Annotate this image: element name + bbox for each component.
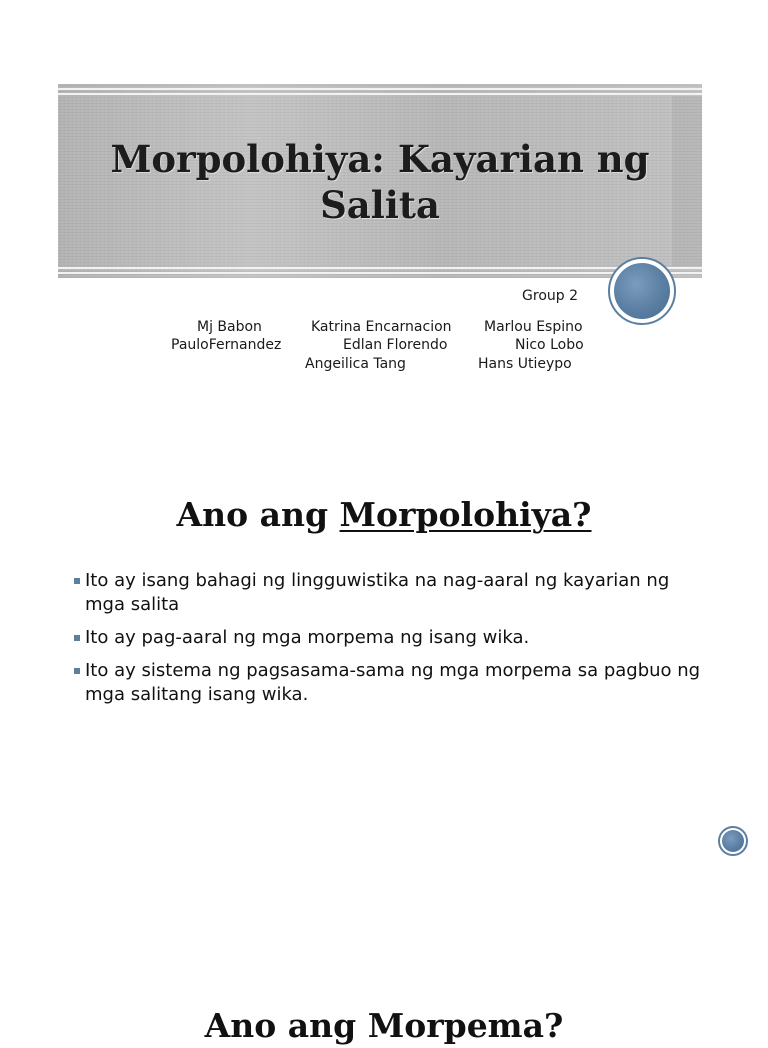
member-name: Angeilica Tang bbox=[305, 356, 406, 372]
banner-rule-bottom-inner bbox=[58, 267, 702, 269]
member-name: PauloFernandez bbox=[171, 337, 282, 353]
section-heading bbox=[0, 493, 768, 537]
member-name: Hans Utieypo bbox=[478, 356, 572, 372]
list-item bbox=[74, 659, 714, 707]
heading-term: Morpolohiya? bbox=[339, 495, 592, 534]
member-name: Mj Babon bbox=[197, 319, 262, 335]
member-name: Nico Lobo bbox=[515, 337, 584, 353]
decorative-circle-icon bbox=[718, 826, 748, 856]
title-banner bbox=[58, 84, 702, 278]
circle-fill bbox=[722, 830, 744, 852]
list-item bbox=[74, 569, 714, 617]
banner-rule-top-outer bbox=[58, 88, 702, 90]
banner-rule-bottom-outer bbox=[58, 272, 702, 274]
list-item-text: Ito ay isang bahagi ng lingguwistika na nag-aaral ng kayarian ng mga salita bbox=[85, 570, 670, 615]
decorative-circle-icon bbox=[608, 257, 676, 325]
circle-fill bbox=[614, 263, 670, 319]
banner-rule-top-inner bbox=[58, 93, 702, 95]
group-label: Group 2 bbox=[522, 288, 578, 304]
member-name: Marlou Espino bbox=[484, 319, 583, 335]
heading-prefix: Ano ang bbox=[176, 495, 329, 534]
list-item-text: Ito ay pag-aaral ng mga morpema ng isang wika. bbox=[85, 627, 530, 648]
list-item-text: Ito ay sistema ng pagsasama-sama ng mga morpema sa pagbuo ng mga salitang isang wika. bbox=[85, 660, 701, 705]
slide-title: Morpolohiya: Kayarian ng Salita bbox=[110, 137, 650, 227]
square-bullet-icon bbox=[74, 668, 80, 674]
square-bullet-icon bbox=[74, 578, 80, 584]
definition-list bbox=[74, 569, 714, 716]
list-item bbox=[74, 626, 714, 650]
member-name: Katrina Encarnacion bbox=[311, 319, 452, 335]
next-section-heading: Ano ang Morpema? bbox=[204, 1006, 564, 1045]
square-bullet-icon bbox=[74, 635, 80, 641]
member-name: Edlan Florendo bbox=[343, 337, 448, 353]
